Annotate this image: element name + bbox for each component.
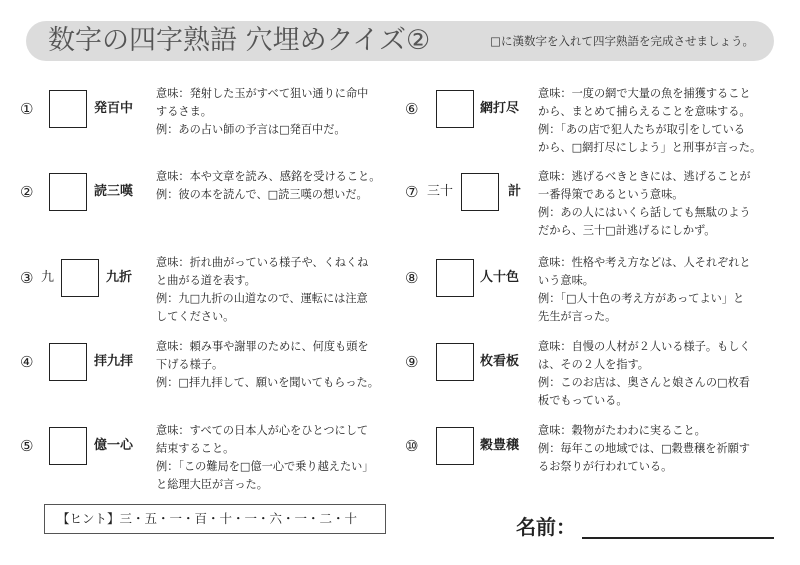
answer-box[interactable] (436, 259, 474, 297)
desc-line: と曲がる道を表す。 (156, 274, 256, 287)
item-description (538, 338, 751, 410)
idiom-word: 拝九拝 (94, 354, 134, 369)
desc-line: は、その２人を指す。 (538, 358, 649, 371)
quiz-item-3 (20, 254, 400, 324)
idiom-word: 穀豊穣 (480, 438, 520, 453)
quiz-item-6 (405, 85, 790, 155)
item-description (156, 338, 379, 392)
desc-line: 例：あの占い師の予言は□発百中だ。 (156, 123, 346, 136)
answer-box[interactable] (49, 427, 87, 465)
item-description (156, 85, 368, 139)
item-number: ⑨ (405, 353, 419, 371)
item-description (538, 422, 750, 476)
desc-line: 意味：穀物がたわわに実ること。 (538, 424, 706, 437)
item-number: ④ (20, 353, 34, 371)
item-number: ⑥ (405, 100, 419, 118)
item-number: ⑤ (20, 437, 34, 455)
idiom-word: 億一心 (94, 438, 134, 453)
item-number: ⑩ (405, 437, 419, 455)
item-description (156, 254, 368, 326)
idiom-word: 読三嘆 (94, 184, 134, 199)
idiom-prefix: 九 (41, 270, 55, 285)
answer-box[interactable] (436, 343, 474, 381)
idiom-word: 九折 (106, 270, 133, 285)
quiz-item-8 (405, 254, 790, 324)
page-title: 数字の四字熟語 穴埋めクイズ② (48, 25, 431, 56)
answer-box[interactable] (61, 259, 99, 297)
idiom-word: 網打尽 (480, 101, 520, 116)
item-number: ③ (20, 269, 34, 287)
desc-line: 結束すること。 (156, 442, 235, 455)
answer-box[interactable] (436, 90, 474, 128)
desc-line: 例：彼の本を読んで、□読三嘆の想いだ。 (156, 188, 368, 201)
desc-line: 例：九□九折の山道なので、運転には注意 (156, 292, 368, 305)
desc-line: 意味：自慢の人材が２人いる様子。もしく (538, 340, 751, 353)
answer-box[interactable] (461, 173, 499, 211)
quiz-item-2 (20, 168, 400, 238)
answer-box[interactable] (49, 90, 87, 128)
item-number: ⑧ (405, 269, 419, 287)
desc-line: 意味：折れ曲がっている様子や、くねくね (156, 256, 369, 269)
desc-line: 意味：一度の網で大量の魚を捕獲すること (538, 87, 751, 100)
desc-line: するさま。 (156, 105, 212, 118)
item-description (156, 168, 380, 204)
idiom-word: 計 (508, 184, 522, 199)
desc-line: 例：毎年この地域では、□穀豊穣を祈願す (538, 442, 750, 455)
desc-line: してください。 (156, 310, 235, 323)
item-number: ① (20, 100, 34, 118)
desc-line: 例：「□人十色の考え方があってよい」と (538, 292, 745, 305)
desc-line: 意味：逃げるべきときには、逃げることが (538, 170, 751, 183)
instructions: □に漢数字を入れて四字熟語を完成させましょう。 (490, 34, 754, 48)
idiom-word: 枚看板 (480, 354, 520, 369)
desc-line: 例：あの人にはいくら話しても無駄のよう (538, 206, 751, 219)
desc-line: 先生が言った。 (538, 310, 617, 323)
desc-line: いう意味。 (538, 274, 594, 287)
desc-line: 例：「あの店で犯人たちが取引をしている (538, 123, 745, 136)
desc-line: 例：「この難局を□億一心で乗り越えたい」 (156, 460, 374, 473)
desc-line: 例：□拝九拝して、願いを聞いてもらった。 (156, 376, 379, 389)
item-description (538, 254, 751, 326)
desc-line: 下げる様子。 (156, 358, 224, 371)
quiz-item-1 (20, 85, 400, 155)
desc-line: 意味：発射した玉がすべて狙い通りに命中 (156, 87, 369, 100)
item-number: ② (20, 183, 34, 201)
desc-line: 意味：すべての日本人が心をひとつにして (156, 424, 369, 437)
hint-box: 【ヒント】三・五・一・百・十・一・六・一・二・十 (44, 504, 386, 534)
quiz-item-9 (405, 338, 790, 408)
quiz-item-7 (405, 168, 790, 238)
quiz-item-10 (405, 422, 790, 492)
desc-line: から、まとめて捕らえることを意味する。 (538, 105, 751, 118)
name-label: 名前： (516, 515, 576, 539)
item-description (538, 85, 761, 157)
quiz-item-4 (20, 338, 400, 408)
answer-box[interactable] (436, 427, 474, 465)
desc-line: 例：このお店は、奥さんと娘さんの□枚看 (538, 376, 750, 389)
desc-line: 意味：性格や考え方などは、人それぞれと (538, 256, 751, 269)
idiom-word: 発百中 (94, 101, 134, 116)
item-description (538, 168, 751, 240)
desc-line: 意味：頼み事や謝罪のために、何度も頭を (156, 340, 369, 353)
idiom-prefix: 三十 (427, 184, 454, 199)
idiom-word: 人十色 (480, 270, 520, 285)
desc-line: 一番得策であるという意味。 (538, 188, 684, 201)
name-field-line[interactable] (582, 537, 774, 539)
header-banner (26, 21, 774, 61)
item-description (156, 422, 374, 494)
desc-line: から、□網打尽にしよう」と刑事が言った。 (538, 141, 762, 154)
answer-box[interactable] (49, 173, 87, 211)
desc-line: と総理大臣が言った。 (156, 478, 268, 491)
desc-line: 板でもっている。 (538, 394, 628, 407)
desc-line: 意味：本や文章を読み、感銘を受けること。 (156, 170, 381, 183)
answer-box[interactable] (49, 343, 87, 381)
desc-line: るお祭りが行われている。 (538, 460, 673, 473)
quiz-item-5 (20, 422, 400, 492)
desc-line: だから、三十□計逃げるにしかず。 (538, 224, 716, 237)
item-number: ⑦ (405, 183, 419, 201)
